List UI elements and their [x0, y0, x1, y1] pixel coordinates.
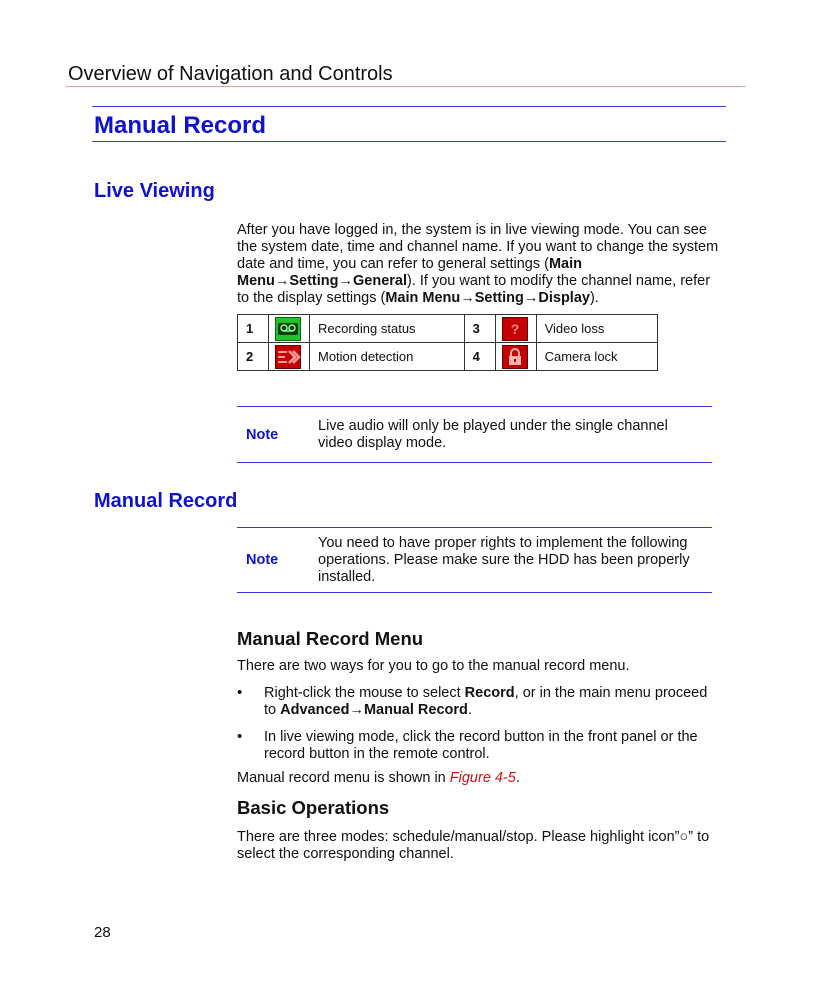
running-header: Overview of Navigation and Controls [68, 63, 393, 85]
note-top-rule [237, 527, 712, 528]
chapter-title-top-rule [92, 106, 726, 107]
table-cell-icon [269, 343, 310, 371]
paragraph-line: There are three modes: schedule/manual/stop. Please highlight icon”○” to [237, 829, 710, 845]
note-line: Live audio will only be played under the single channel [318, 418, 668, 434]
body-text: Manual record menu is shown in [237, 770, 450, 786]
paragraph-text: ). [589, 290, 599, 306]
table-cell-label: Motion detection [310, 343, 465, 371]
table-row [238, 343, 658, 371]
table-cell-label: Recording status [310, 315, 465, 343]
subheading-basic-operations: Basic Operations [237, 797, 390, 818]
table-cell-icon [269, 315, 310, 343]
bullet-text: , or in the main menu proceed [514, 685, 708, 701]
note-line: video display mode. [318, 435, 447, 451]
paragraph-line: the system date, time and channel name. If you want to change the system [237, 239, 719, 255]
table-cell-label: Video loss [536, 315, 657, 343]
table-cell-label: Camera lock [536, 343, 657, 371]
page-number: 28 [94, 924, 111, 941]
bullet-line [264, 702, 724, 719]
note-top-rule [237, 406, 712, 407]
menu-intro-text: There are two ways for you to go to the manual record menu. [237, 658, 630, 674]
menu-path-main: Main [548, 256, 582, 272]
paragraph-line: After you have logged in, the system is in live viewing mode. You can see [237, 222, 707, 238]
camera-lock-icon [502, 345, 528, 369]
bullet-text: . [467, 702, 472, 718]
arrow-icon: → [338, 273, 353, 289]
figure-link[interactable]: Figure 4-5 [449, 770, 516, 786]
menu-path-setting: Setting [289, 273, 339, 289]
menu-path-menu: Menu [237, 273, 275, 289]
paragraph-text: date and time, you can refer to general settings ( [237, 256, 549, 272]
note-label: Note [246, 552, 279, 568]
arrow-icon: → [523, 290, 539, 306]
note-label: Note [246, 427, 279, 443]
paragraph-line [237, 290, 727, 307]
chapter-title: Manual Record [94, 112, 267, 139]
note-text [318, 418, 703, 452]
bullet-text: Right-click the mouse to select [264, 685, 465, 701]
video-loss-icon [502, 317, 528, 341]
subheading-manual-record-menu: Manual Record Menu [237, 628, 424, 649]
paragraph-line: select the corresponding channel. [237, 846, 454, 862]
arrow-icon: → [274, 273, 290, 289]
table-cell-number: 3 [464, 315, 495, 343]
section-title-live-viewing: Live Viewing [94, 180, 215, 202]
bullet-line [264, 685, 724, 702]
menu-path-setting: Setting [474, 290, 524, 306]
figure-reference-line [237, 770, 727, 787]
basic-operations-text [237, 829, 727, 863]
menu-path-manual-record: Manual Record [363, 702, 468, 718]
table-cell-icon [495, 315, 536, 343]
bullet-icon: • [237, 728, 243, 745]
note-line: You need to have proper rights to implement the following [318, 535, 688, 551]
section-title-manual-record: Manual Record [94, 490, 238, 512]
table-cell-number: 1 [238, 315, 269, 343]
live-viewing-paragraph [237, 222, 727, 307]
bullet-item-live-viewing [264, 729, 724, 763]
table-row [238, 315, 658, 343]
paragraph-text: ). If you want to modify the channel name, refer [407, 273, 711, 289]
status-icon-table [237, 314, 658, 371]
chapter-title-bottom-rule [92, 141, 726, 142]
body-text: . [515, 770, 520, 786]
bullet-line: record button in the remote control. [264, 746, 490, 762]
note-text [318, 535, 703, 586]
table-cell-number: 4 [464, 343, 495, 371]
paragraph-line [237, 256, 727, 273]
recording-status-icon [275, 317, 301, 341]
bullet-icon: • [237, 684, 243, 701]
menu-path-record: Record [464, 685, 515, 701]
note-line: operations. Please make sure the HDD has been properly [318, 552, 690, 568]
paragraph-text: to the display settings ( [237, 290, 386, 306]
svg-text:?: ? [510, 320, 519, 337]
table-cell-number: 2 [238, 343, 269, 371]
bullet-line: In live viewing mode, click the record button in the front panel or the [264, 729, 698, 745]
header-divider [66, 86, 746, 87]
menu-path-general: General [353, 273, 407, 289]
note-line: installed. [318, 569, 376, 585]
menu-path-main-menu: Main Menu [385, 290, 461, 306]
bullet-item-right-click [264, 685, 724, 719]
note-bottom-rule [237, 592, 712, 593]
menu-path-display: Display [538, 290, 590, 306]
menu-path-advanced: Advanced [280, 702, 350, 718]
bullet-text: to [264, 702, 281, 718]
motion-detection-icon [275, 345, 301, 369]
paragraph-line [237, 273, 727, 290]
table-cell-icon [495, 343, 536, 371]
arrow-icon: → [349, 702, 364, 718]
note-bottom-rule [237, 462, 712, 463]
arrow-icon: → [460, 290, 475, 306]
